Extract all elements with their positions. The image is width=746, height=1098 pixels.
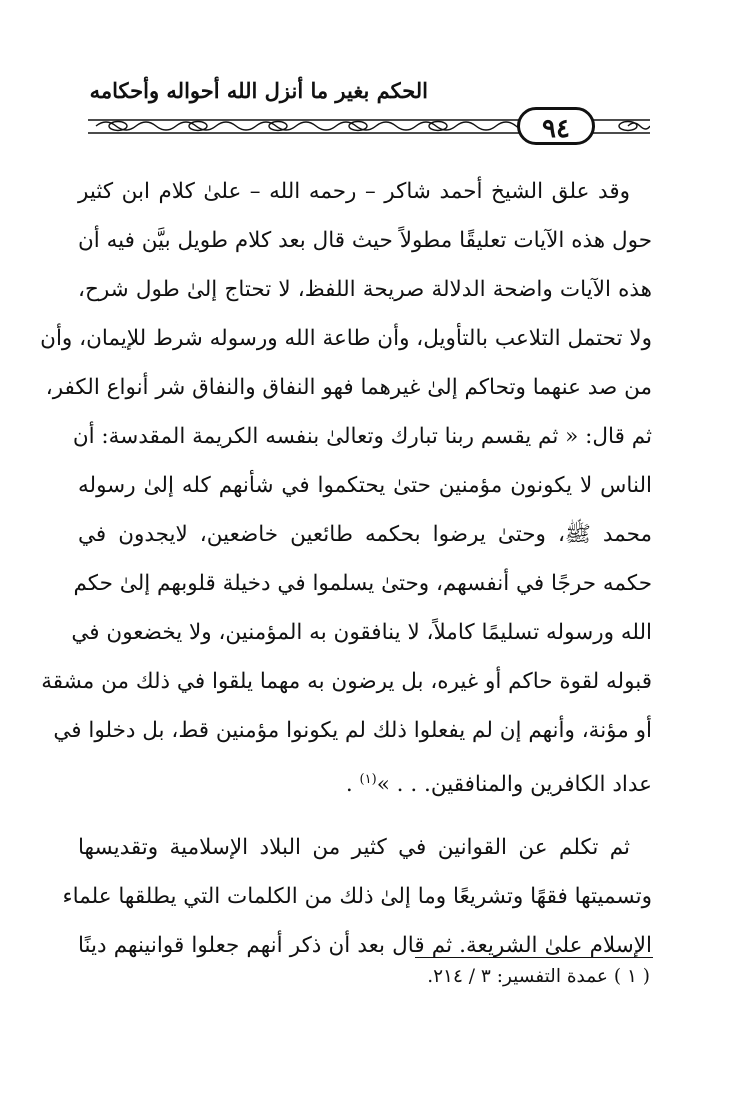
paragraph — [62, 823, 652, 970]
text-line: الله ورسوله تسليمًا كاملاً، لا ينافقون به المؤمنين، ولا يخضعون في — [71, 620, 652, 645]
footnote-separator — [415, 957, 653, 958]
text-line: قبوله لقوة حاكم أو غيره، بل يرضون به مهما يلقوا في ذلك من مشقة — [41, 669, 652, 694]
footnote-reference: (١) — [359, 772, 377, 787]
page-number: ٩٤ — [517, 107, 595, 145]
text-line: الإسلام علىٰ الشريعة. ثم قال بعد أن ذكر أنهم جعلوا قوانينهم دينًا — [78, 933, 652, 959]
footnote: ( ١ ) عمدة التفسير: ٣ / ٢١٤. — [427, 966, 650, 987]
text-line: أو مؤنة، وأنهم إن لم يفعلوا ذلك لم يكونوا مؤمنين قط، بل دخلوا في — [53, 718, 652, 743]
text-line: ثم قال: « ثم يقسم ربنا تبارك وتعالىٰ بنفسه الكريمة المقدسة: أن — [72, 424, 652, 449]
paragraph — [40, 167, 652, 809]
text-line: محمد ﷺ، وحتىٰ يرضوا بحكمه طائعين خاضعين، لايجدون في — [78, 522, 652, 547]
text-line: هذه الآيات واضحة الدلالة صريحة اللفظ، لا تحتاج إلىٰ طول شرح، — [78, 277, 652, 302]
text-line: حكمه حرجًا في أنفسهم، وحتىٰ يسلموا في دخيلة قلوبهم إلىٰ حكم — [73, 571, 652, 596]
sentence-end: . — [345, 772, 353, 798]
text-line: من صد عنهما وتحاكم إلىٰ غيرهما فهو النفاق والنفاق شر أنواع الكفر، — [45, 375, 652, 400]
text-line: الناس لا يكونون مؤمنين حتىٰ يحتكموا في شأنهم كله إلىٰ رسوله — [78, 473, 652, 498]
text-line-last — [78, 755, 652, 809]
text-line: حول هذه الآيات تعليقًا مطولاً حيث قال بعد كلام طويل بيَّن فيه أن — [78, 228, 652, 253]
body-text — [40, 167, 652, 970]
text-line: وقد علق الشيخ أحمد شاكر – رحمه الله – علىٰ كلام ابن كثير — [78, 179, 630, 204]
text-line: وتسميتها فقهًا وتشريعًا وما إلىٰ ذلك من الكلمات التي يطلقها علماء — [62, 884, 652, 910]
text-line-content: عداد الكافرين والمنافقين. . . » — [376, 772, 652, 798]
text-line: ثم تكلم عن القوانين في كثير من البلاد الإسلامية وتقديسها — [78, 835, 630, 861]
running-title: الحكم بغير ما أنزل الله أحواله وأحكامه — [89, 78, 428, 103]
text-line: ولا تحتمل التلاعب بالتأويل، وأن طاعة الله ورسوله شرط للإيمان، وأن — [40, 326, 652, 351]
